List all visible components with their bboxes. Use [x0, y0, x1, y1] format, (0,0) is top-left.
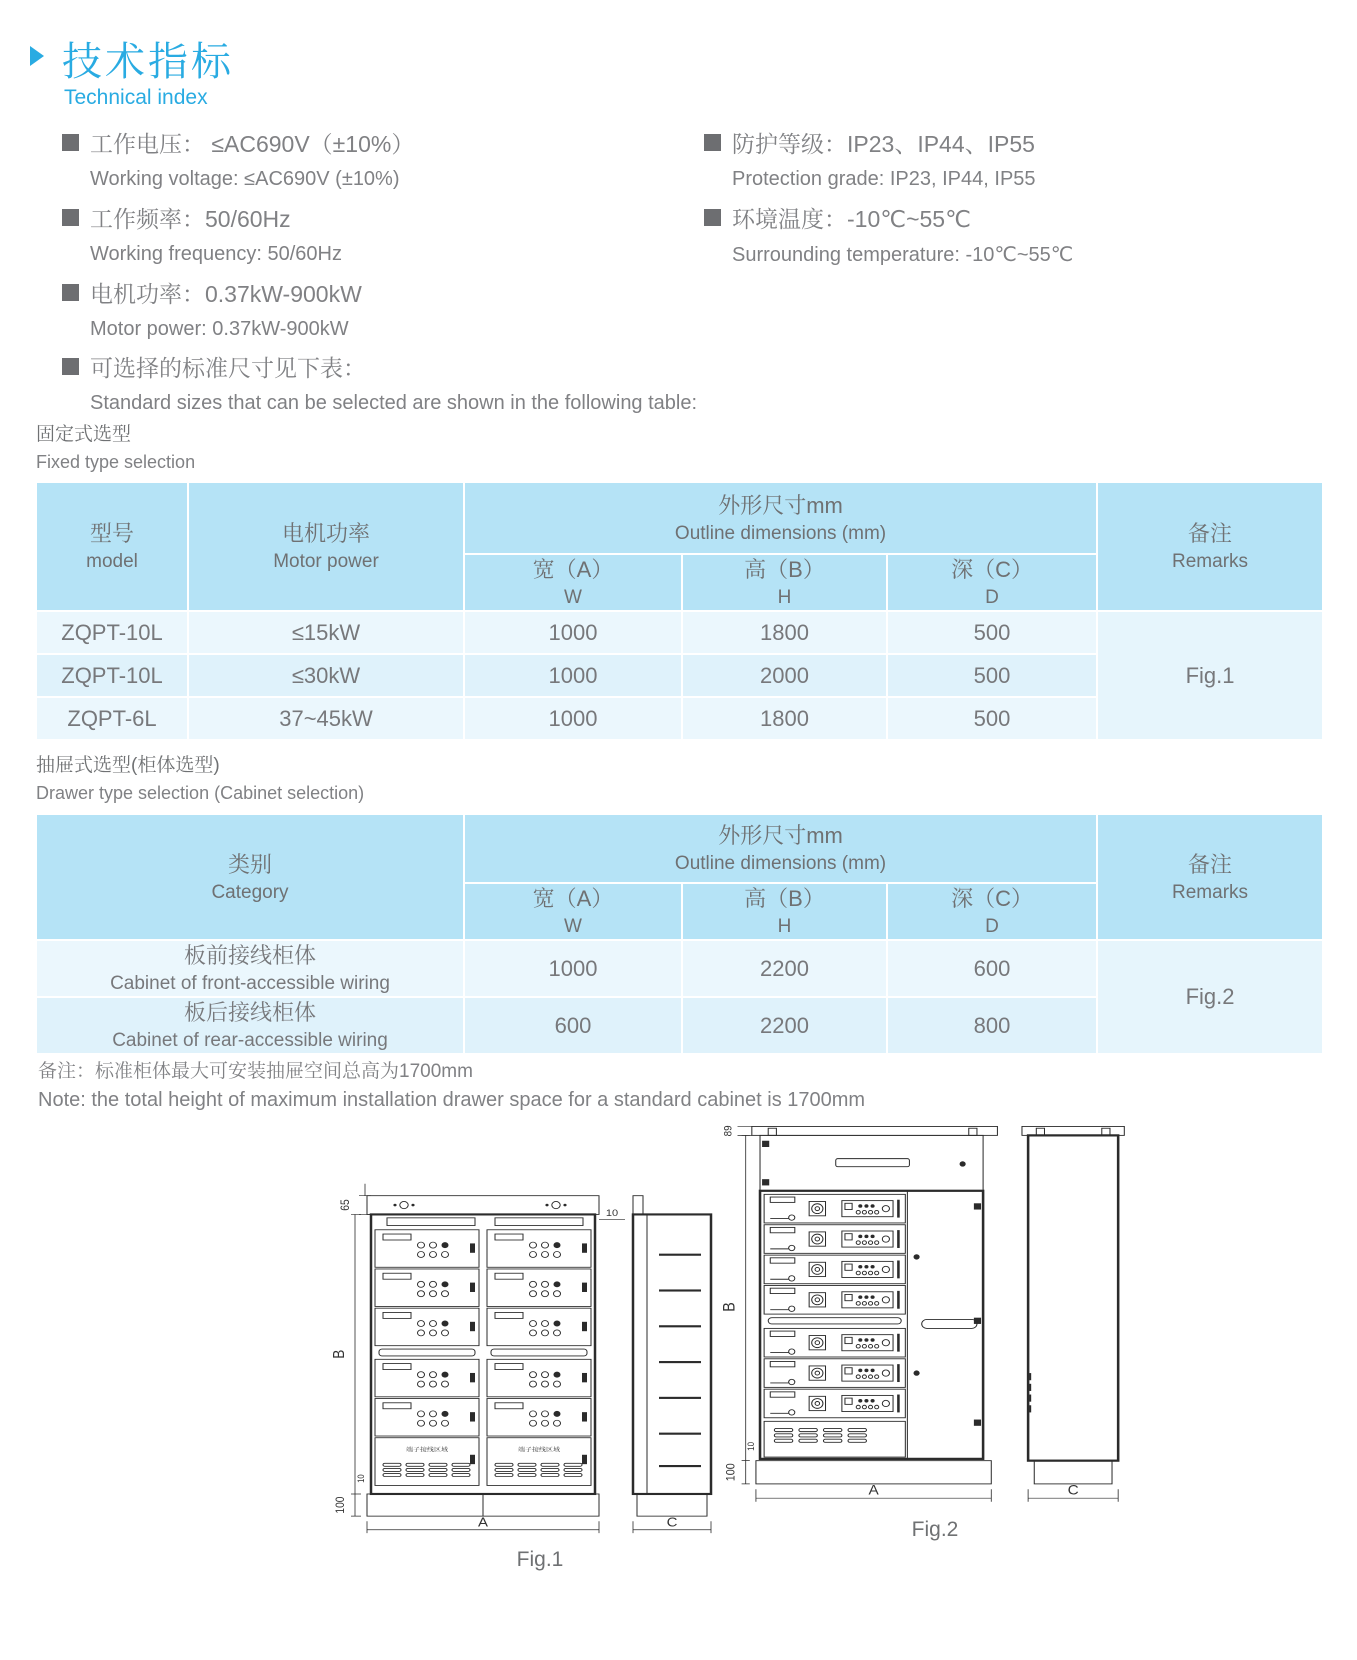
depth-cell: 800 — [887, 997, 1097, 1054]
dimension-label: 65 — [339, 1199, 353, 1211]
spec-item-voltage — [62, 122, 704, 196]
dimension-label: A — [477, 1514, 489, 1530]
depth-cell: 600 — [887, 940, 1097, 997]
page-title-cn: 技术指标 — [62, 40, 234, 84]
drawer-selection-table — [35, 813, 1324, 1055]
model-cell: ZQPT-6L — [36, 697, 188, 740]
spec-cn-text: 防护等级：IP23、IP44、IP55 — [732, 131, 1035, 157]
col-header-model: 型号 model — [36, 482, 188, 611]
fig2-side-view — [1022, 1126, 1124, 1483]
fig1-dimensions — [331, 1184, 711, 1533]
col-header-depth: 深（C） D — [887, 883, 1097, 940]
bullet-square-icon — [62, 209, 79, 226]
page-title-en: Technical index — [64, 86, 208, 109]
category-cell: 板前接线柜体 Cabinet of front-accessible wiring — [36, 940, 464, 997]
spec-cn-text: 工作频率：50/60Hz — [90, 206, 291, 232]
width-cell: 1000 — [464, 611, 682, 654]
fig2-drawer-cabinet-drawing — [715, 1105, 1155, 1525]
power-cell: ≤30kW — [188, 654, 464, 697]
drawer-selection-label — [36, 752, 364, 806]
section-label-cn: 固定式选型 — [36, 424, 132, 445]
bullet-square-icon — [704, 209, 721, 226]
fixed-selection-label — [36, 421, 195, 475]
fixed-selection-table — [35, 481, 1324, 741]
dimension-label: C — [1067, 1483, 1079, 1499]
height-cell: 2200 — [682, 940, 887, 997]
col-header-height: 高（B） H — [682, 883, 887, 940]
dimension-label: B — [331, 1349, 349, 1359]
bullet-square-icon — [704, 134, 721, 151]
spec-item-table-intro — [62, 346, 697, 420]
width-cell: 600 — [464, 997, 682, 1054]
dimension-label: 10 — [745, 1441, 757, 1451]
dimension-label: C — [666, 1514, 678, 1530]
spec-cn-text: 电机功率：0.37kW-900kW — [90, 281, 362, 307]
table-row — [36, 611, 1323, 654]
model-cell: ZQPT-10L — [36, 654, 188, 697]
col-header-motor-power: 电机功率 Motor power — [188, 482, 464, 611]
col-header-depth: 深（C） D — [887, 554, 1097, 611]
fig2-dimensions — [721, 1125, 1119, 1501]
dimension-label: 89 — [721, 1125, 735, 1137]
dimension-label: 10 — [605, 1208, 619, 1219]
power-cell: ≤15kW — [188, 611, 464, 654]
section-label-en: Drawer type selection (Cabinet selection) — [36, 783, 365, 803]
section-label-cn: 抽屉式选型(柜体选型) — [36, 755, 220, 776]
dimension-label: 100 — [724, 1463, 738, 1482]
spec-list — [62, 122, 1322, 347]
col-header-remarks: 备注 Remarks — [1097, 814, 1323, 940]
remark-cell: Fig.1 — [1097, 611, 1323, 740]
spec-item-frequency — [62, 197, 704, 271]
spec-column-right — [704, 122, 1304, 347]
depth-cell: 500 — [887, 611, 1097, 654]
model-cell: ZQPT-10L — [36, 611, 188, 654]
dimension-label: 100 — [334, 1496, 348, 1514]
spec-item-temperature — [704, 197, 1304, 271]
spec-en-text: Standard sizes that can be selected are shown in the following table: — [90, 392, 698, 414]
col-header-height: 高（B） H — [682, 554, 887, 611]
spec-cn-text: 工作电压： ≤AC690V（±10%） — [90, 131, 415, 157]
col-header-width: 宽（A） W — [464, 554, 682, 611]
spec-en-text: Surrounding temperature: -10℃~55℃ — [732, 244, 1074, 266]
footnote-cn: 备注：标准柜体最大可安装抽屉空间总高为1700mm — [38, 1061, 473, 1082]
height-cell: 2000 — [682, 654, 887, 697]
category-cell: 板后接线柜体 Cabinet of rear-accessible wiring — [36, 997, 464, 1054]
col-header-remarks: 备注 Remarks — [1097, 482, 1323, 611]
fig1-side-view — [633, 1196, 711, 1516]
bullet-square-icon — [62, 284, 79, 301]
width-cell: 1000 — [464, 697, 682, 740]
table-row — [36, 940, 1323, 997]
spec-en-text: Motor power: 0.37kW-900kW — [90, 318, 349, 340]
depth-cell: 500 — [887, 654, 1097, 697]
spec-en-text: Working voltage: ≤AC690V (±10%) — [90, 168, 400, 190]
power-cell: 37~45kW — [188, 697, 464, 740]
dimension-label: A — [868, 1483, 879, 1499]
spec-en-text: Working frequency: 50/60Hz — [90, 243, 342, 265]
section-label-en: Fixed type selection — [36, 452, 196, 472]
height-cell: 1800 — [682, 697, 887, 740]
fig2-caption: Fig.2 — [911, 1518, 959, 1541]
depth-cell: 500 — [887, 697, 1097, 740]
height-cell: 2200 — [682, 997, 887, 1054]
footnote-en: Note: the total height of maximum installation drawer space for a standard cabinet is 1700mm — [38, 1089, 866, 1111]
spec-item-protection — [704, 122, 1304, 196]
col-header-category: 类别 Category — [36, 814, 464, 940]
col-header-outline-dimensions: 外形尺寸mm Outline dimensions (mm) — [464, 482, 1097, 554]
bullet-square-icon — [62, 134, 79, 151]
spec-en-text: Protection grade: IP23, IP44, IP55 — [732, 168, 1036, 190]
fig1-caption: Fig.1 — [516, 1548, 564, 1571]
fig1-fixed-cabinet-drawing: 端子接线区域 65 10 B 10 100 A C — [325, 1165, 755, 1540]
spec-item-motor-power — [62, 272, 704, 346]
fig1-front-view — [367, 1196, 599, 1516]
fig2-front-view — [752, 1126, 998, 1483]
spec-cn-text: 环境温度：-10℃~55℃ — [732, 206, 971, 232]
remark-cell: Fig.2 — [1097, 940, 1323, 1054]
spec-cn-text: 可选择的标准尺寸见下表： — [90, 355, 366, 381]
spec-column-left — [62, 122, 704, 347]
width-cell: 1000 — [464, 654, 682, 697]
col-header-width: 宽（A） W — [464, 883, 682, 940]
dimension-label: B — [720, 1302, 739, 1312]
bullet-square-icon — [62, 358, 79, 375]
section-arrow-icon — [30, 46, 44, 66]
col-header-outline-dimensions: 外形尺寸mm Outline dimensions (mm) — [464, 814, 1097, 883]
width-cell: 1000 — [464, 940, 682, 997]
dimension-label: 10 — [355, 1474, 367, 1483]
height-cell: 1800 — [682, 611, 887, 654]
